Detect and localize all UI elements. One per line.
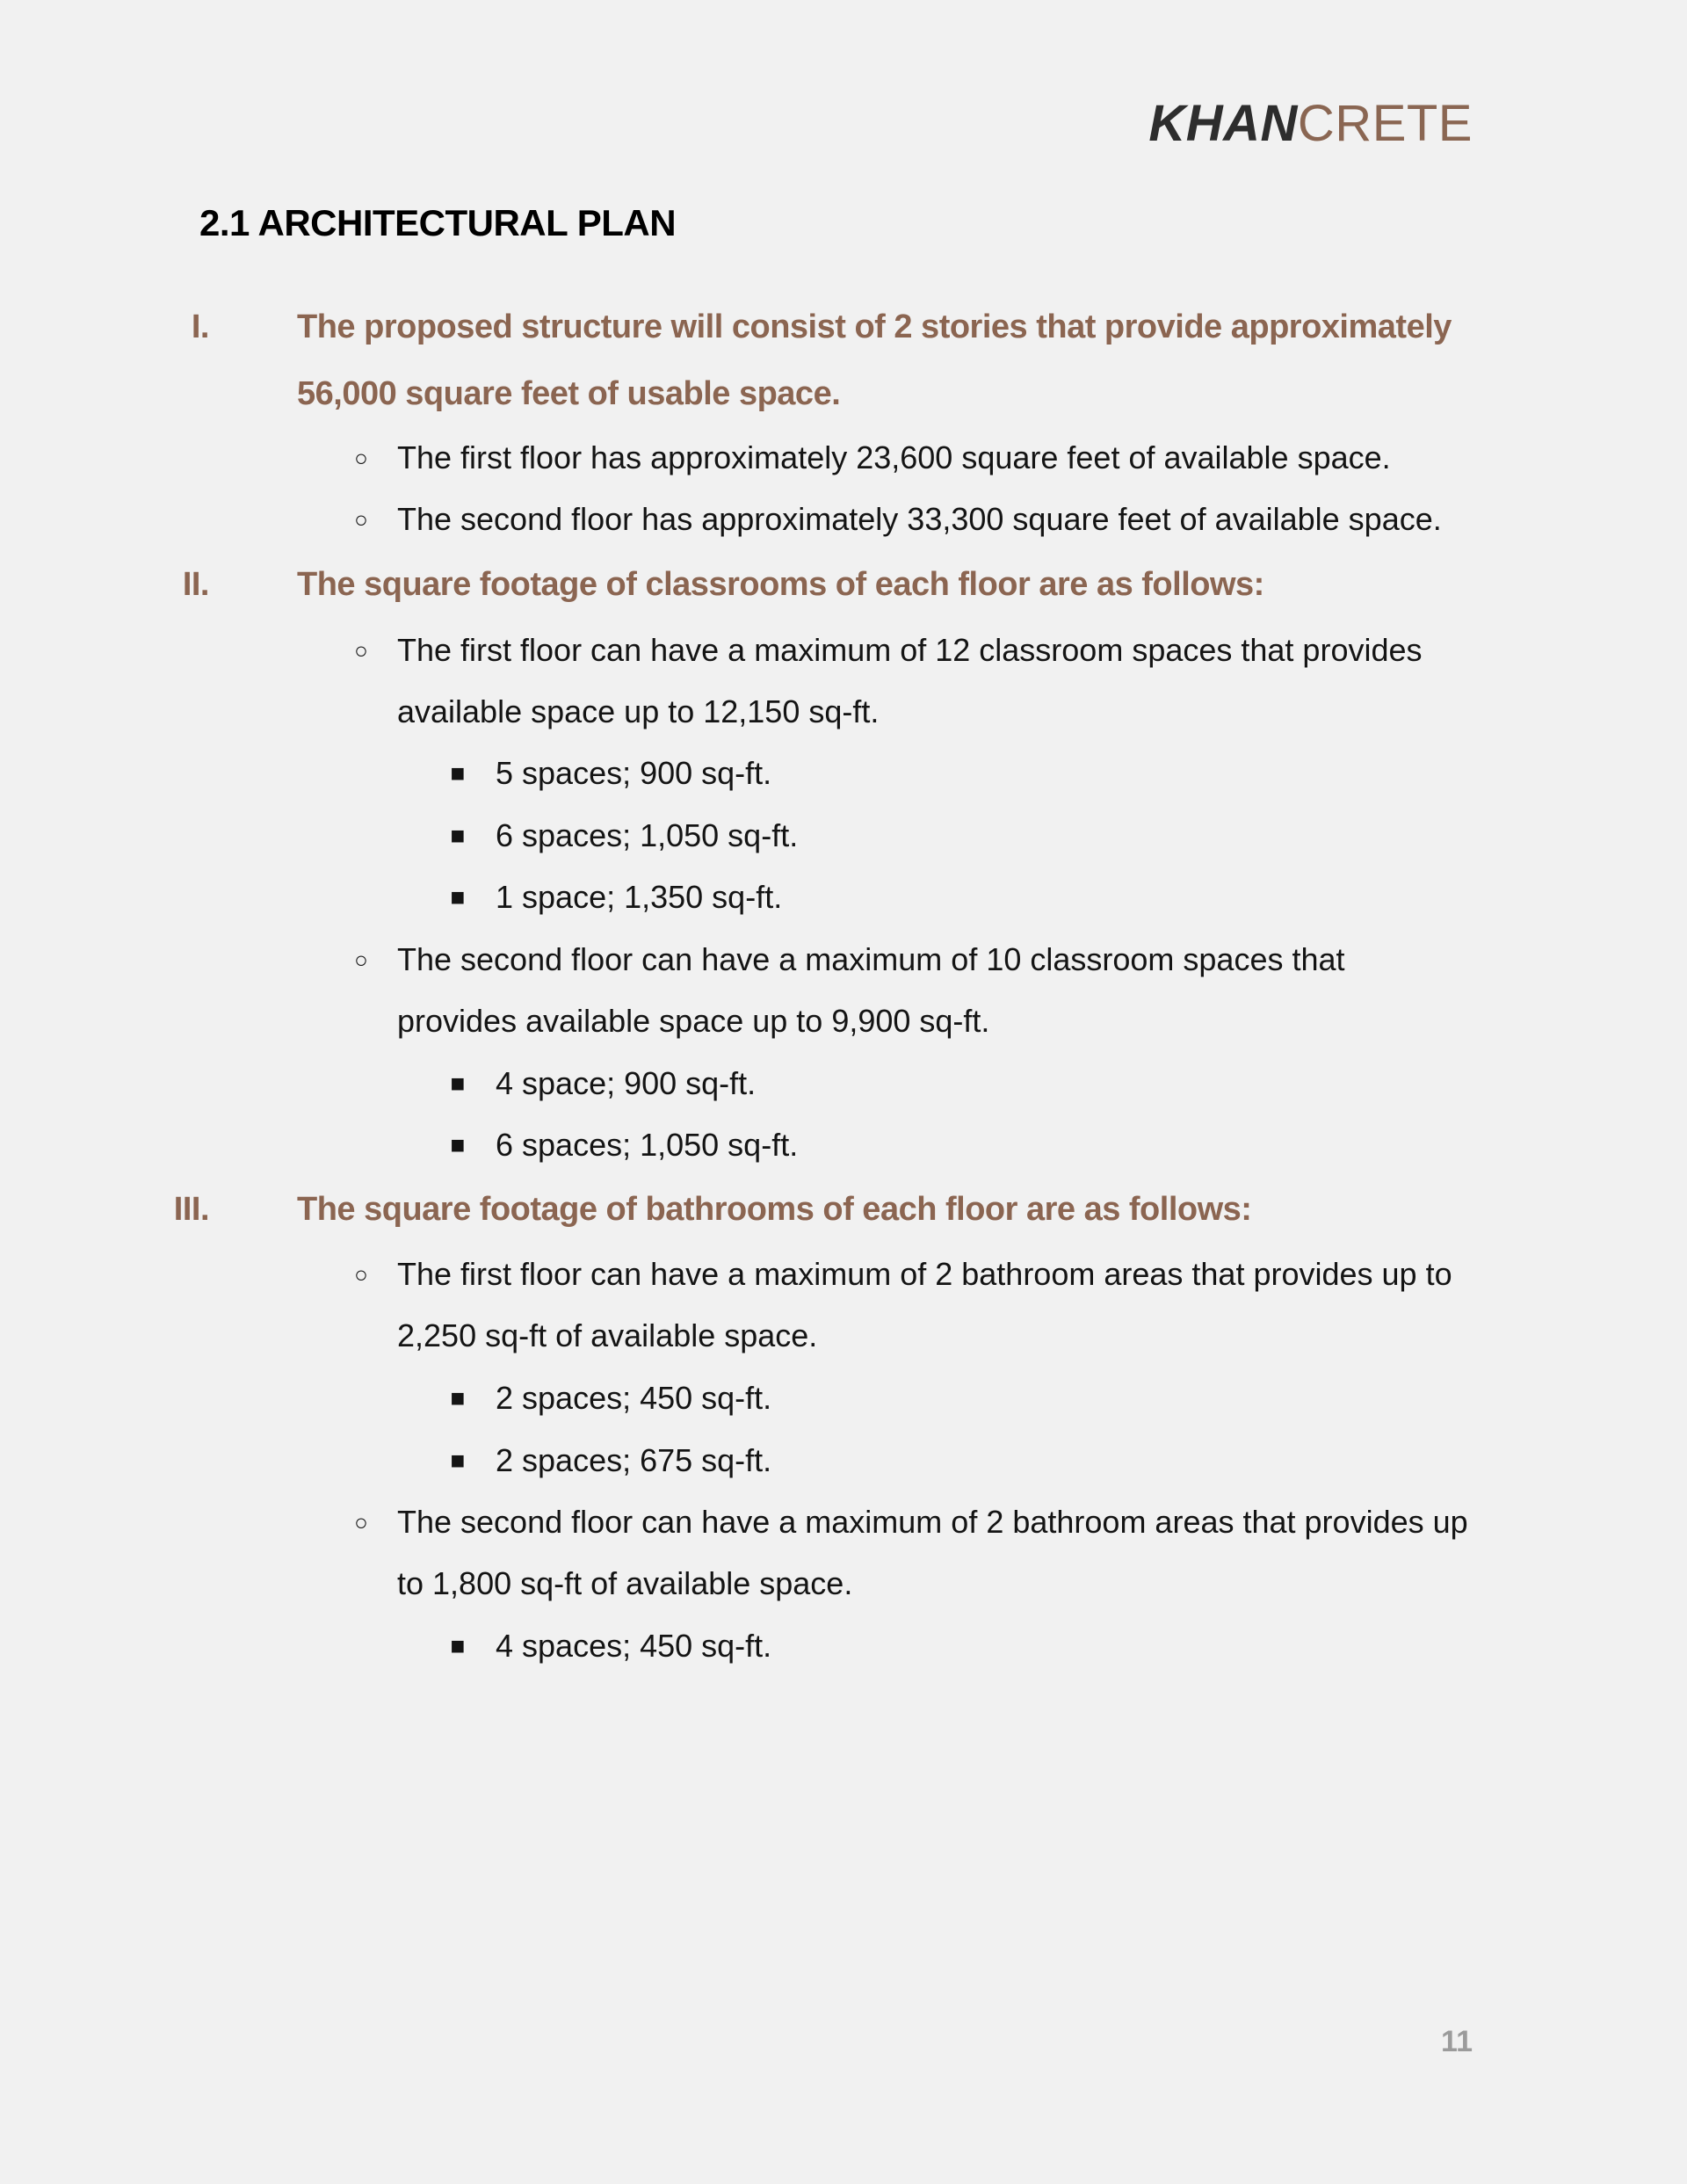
detail-item-text: 5 spaces; 900 sq-ft. bbox=[496, 755, 772, 791]
detail-item bbox=[450, 867, 783, 928]
heading-item-3 bbox=[173, 1176, 1474, 1243]
circle-bullet-icon: ○ bbox=[354, 506, 368, 533]
list-item-text: The first floor can have a maximum of 12 classroom spaces that provides available space up to 12,150 sq-ft. bbox=[397, 632, 1423, 729]
list-item-text: The second floor can have a maximum of 2 bathroom areas that provides up to 1,800 sq-ft of available space. bbox=[397, 1504, 1468, 1601]
page-number: 11 bbox=[1441, 2025, 1473, 2058]
circle-bullet-icon: ○ bbox=[354, 637, 368, 664]
detail-item bbox=[450, 805, 799, 867]
list-item bbox=[354, 489, 1469, 550]
detail-item bbox=[450, 1615, 772, 1677]
list-item-text: The first floor can have a maximum of 2 bathroom areas that provides up to 2,250 sq-ft of available space. bbox=[397, 1256, 1452, 1353]
detail-item-text: 6 spaces; 1,050 sq-ft. bbox=[496, 817, 799, 853]
detail-item-text: 2 spaces; 450 sq-ft. bbox=[496, 1380, 772, 1416]
square-bullet-icon: ■ bbox=[450, 1384, 466, 1411]
circle-bullet-icon: ○ bbox=[354, 947, 368, 973]
square-bullet-icon: ■ bbox=[450, 883, 466, 911]
circle-bullet-icon: ○ bbox=[354, 1509, 368, 1535]
square-bullet-icon: ■ bbox=[450, 759, 466, 787]
detail-item-text: 1 space; 1,350 sq-ft. bbox=[496, 879, 783, 915]
list-item bbox=[354, 427, 1469, 489]
detail-item-text: 4 space; 900 sq-ft. bbox=[496, 1065, 757, 1101]
roman-numeral: III. bbox=[173, 1191, 209, 1228]
detail-item bbox=[450, 1114, 799, 1176]
square-bullet-icon: ■ bbox=[450, 1070, 466, 1097]
detail-item bbox=[450, 1430, 772, 1491]
list-item-text: The second floor can have a maximum of 10 classroom spaces that provides available space up to 9,900 sq-ft. bbox=[397, 941, 1345, 1039]
square-bullet-icon: ■ bbox=[450, 1447, 466, 1474]
heading-text: The square footage of classrooms of each floor are as follows: bbox=[297, 566, 1264, 603]
detail-item bbox=[450, 743, 772, 804]
list-item bbox=[354, 620, 1469, 743]
roman-numeral: I. bbox=[191, 308, 209, 345]
logo-part-crete: CRETE bbox=[1297, 95, 1473, 152]
roman-numeral: II. bbox=[182, 566, 209, 603]
heading-text: The square footage of bathrooms of each floor are as follows: bbox=[297, 1191, 1252, 1228]
list-item-text: The second floor has approximately 33,300 square feet of available space. bbox=[397, 501, 1442, 537]
detail-item-text: 6 spaces; 1,050 sq-ft. bbox=[496, 1127, 799, 1163]
circle-bullet-icon: ○ bbox=[354, 445, 368, 471]
list-item bbox=[354, 1244, 1469, 1367]
section-title: 2.1 ARCHITECTURAL PLAN bbox=[199, 202, 677, 243]
square-bullet-icon: ■ bbox=[450, 1632, 466, 1659]
detail-item bbox=[450, 1053, 757, 1114]
detail-item bbox=[450, 1368, 772, 1429]
detail-item-text: 4 spaces; 450 sq-ft. bbox=[496, 1628, 772, 1664]
heading-item-1 bbox=[191, 294, 1474, 427]
circle-bullet-icon: ○ bbox=[354, 1261, 368, 1288]
brand-logo bbox=[1148, 95, 1473, 152]
list-item bbox=[354, 929, 1469, 1052]
heading-text: The proposed structure will consist of 2 stories that provide approximately 56,000 square feet of usable space. bbox=[297, 308, 1452, 412]
square-bullet-icon: ■ bbox=[450, 1131, 466, 1158]
heading-item-2 bbox=[182, 551, 1474, 618]
logo-part-khan: KHAN bbox=[1148, 95, 1298, 152]
detail-item-text: 2 spaces; 675 sq-ft. bbox=[496, 1442, 772, 1478]
list-item bbox=[354, 1491, 1469, 1614]
list-item-text: The first floor has approximately 23,600 square feet of available space. bbox=[397, 439, 1391, 475]
square-bullet-icon: ■ bbox=[450, 822, 466, 849]
